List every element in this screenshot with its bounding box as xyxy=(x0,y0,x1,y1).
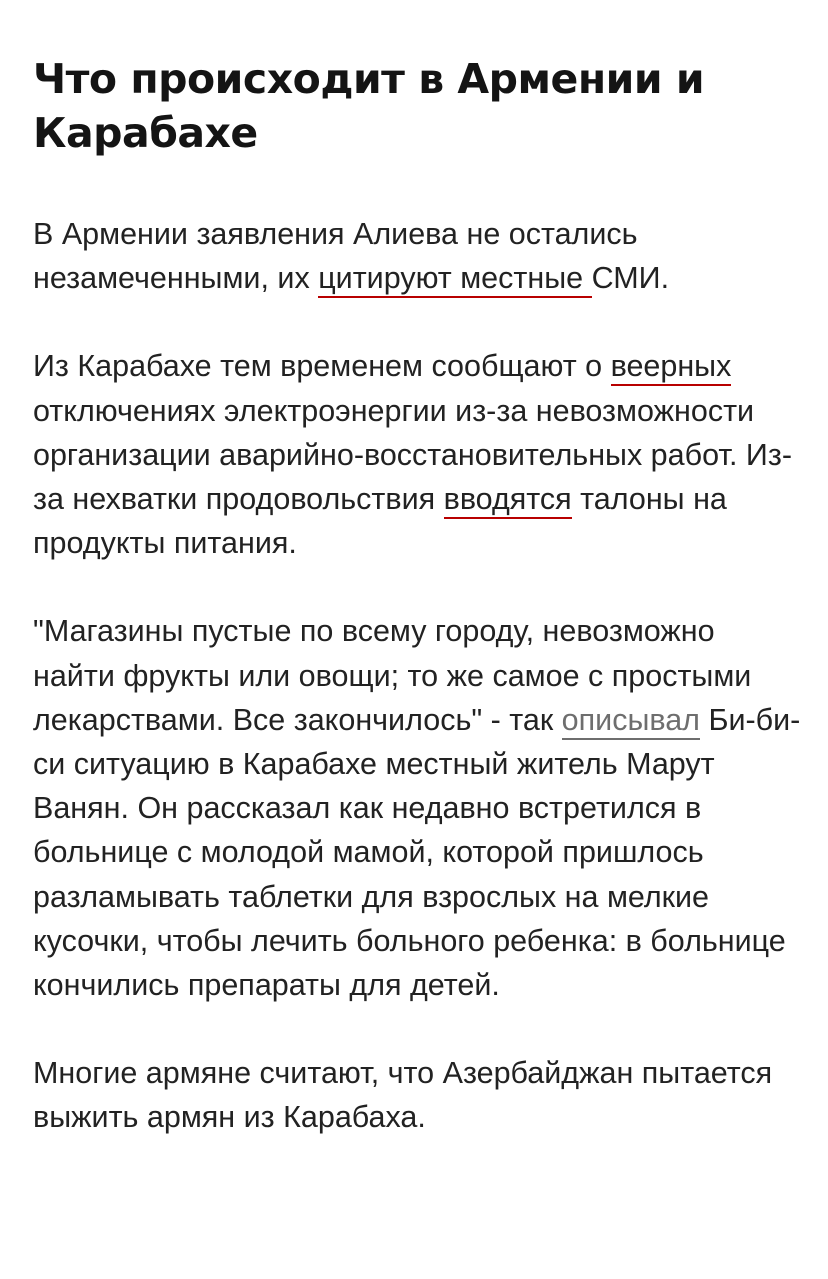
link-rolling-blackouts[interactable]: веерных xyxy=(611,349,732,386)
paragraph-text: "Магазины пустые по всему городу, невозможно найти фрукты или овощи; то же самое с простыми лекарствами. Все закончилось" - так xyxy=(33,614,752,737)
section-heading: Что происходит в Армении и Карабахе xyxy=(33,55,705,157)
paragraph-3 xyxy=(33,609,803,1007)
paragraph-text: СМИ. xyxy=(591,261,670,296)
paragraph-text: талоны на продукты питания. xyxy=(33,482,727,561)
link-local-media[interactable]: цитируют местные xyxy=(318,261,591,298)
article-body xyxy=(33,52,803,1140)
paragraph-text: Из Карабахе тем временем сообщают о xyxy=(33,349,611,384)
link-bbc-report[interactable]: описывал xyxy=(562,703,700,740)
paragraph-2 xyxy=(33,344,803,565)
paragraph-text: В Армении заявления Алиева не остались незамеченными, их xyxy=(33,217,638,296)
paragraph-text: отключениях электроэнергии из-за невозможности организации аварийно-восстановительных работ. Из-за нехватки продовольствия xyxy=(33,393,792,517)
paragraph-4: Многие армяне считают, что Азербайджан пытается выжить армян из Карабаха. xyxy=(33,1056,773,1135)
paragraph-text: Би-би-си ситуацию в Карабахе местный житель Марут Ванян. Он рассказал как недавно встретился в больнице с молодой мамой, которой пришлось разламывать таблетки для взрослых на мелкие кусочки, чтобы лечить больного ребенка: в больнице кончились препараты для детей. xyxy=(33,702,801,1003)
paragraph-1 xyxy=(33,212,803,300)
link-food-coupons[interactable]: вводятся xyxy=(444,482,572,519)
